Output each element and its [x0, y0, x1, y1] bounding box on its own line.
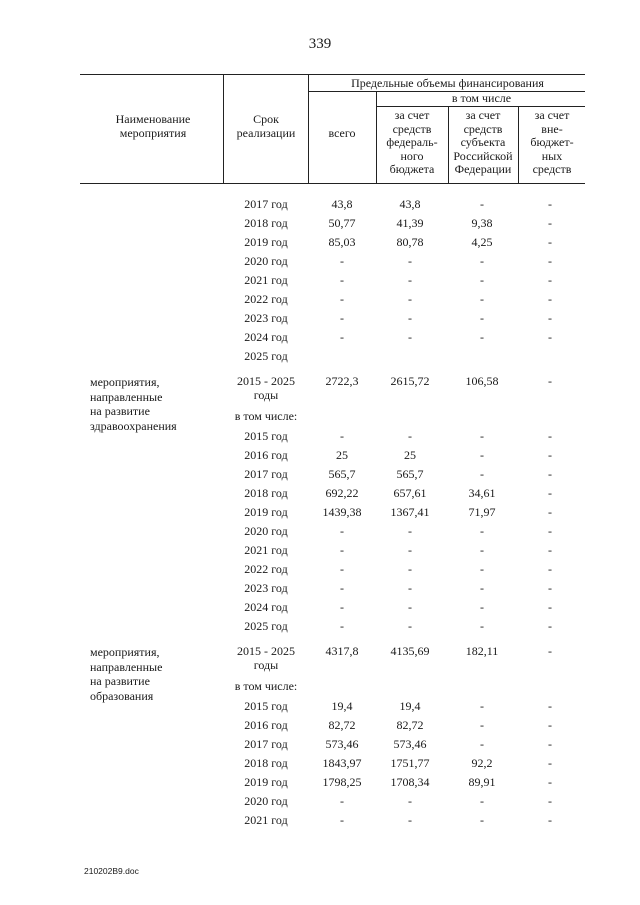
extrabudget-value: -: [548, 273, 552, 287]
measure-name-line: мероприятия,: [90, 375, 160, 389]
measure-name-line: здравоохранения: [90, 418, 177, 433]
total-value: 573,46: [325, 737, 359, 751]
header-regional-line: средств: [463, 121, 503, 136]
extrabudget-value: -: [548, 374, 552, 388]
extrabudget-value: -: [548, 197, 552, 211]
header-total: всего: [328, 126, 356, 140]
year-label: 2019 год: [244, 775, 288, 789]
extrabudget-value: -: [548, 813, 552, 827]
period-label: 2015 - 2025: [237, 644, 295, 658]
regional-value: -: [480, 429, 484, 443]
page-number: 339: [308, 36, 332, 52]
extrabudget-value: -: [548, 600, 552, 614]
federal-value: 1708,34: [390, 775, 430, 789]
regional-value: -: [480, 292, 484, 306]
regional-value: -: [480, 311, 484, 325]
extrabudget-value: -: [548, 216, 552, 230]
year-label: 2020 год: [244, 254, 288, 268]
total-value: -: [340, 562, 344, 576]
regional-value: -: [480, 562, 484, 576]
federal-value: 41,39: [396, 216, 424, 230]
federal-value: 25: [404, 448, 416, 462]
regional-value: 89,91: [468, 775, 496, 789]
federal-value: 82,72: [396, 718, 424, 732]
header-top-rule: [80, 74, 585, 75]
regional-value: 4,25: [471, 235, 493, 249]
federal-value: 43,8: [399, 197, 421, 211]
period-label-years: годы: [253, 388, 279, 402]
total-value: -: [340, 581, 344, 595]
total-value: 565,7: [328, 467, 356, 481]
extrabudget-value: -: [548, 292, 552, 306]
regional-value: -: [480, 330, 484, 344]
regional-value: -: [480, 273, 484, 287]
including-label: в том числе:: [234, 679, 298, 693]
total-value: 50,77: [328, 216, 356, 230]
year-label: 2015 год: [244, 429, 288, 443]
header-federal-line: ного: [400, 148, 424, 163]
total-value: 82,72: [328, 718, 356, 732]
header-name-line: мероприятия: [119, 125, 187, 140]
regional-value: 71,97: [468, 505, 496, 519]
year-label: 2018 год: [244, 756, 288, 770]
regional-value: -: [480, 813, 484, 827]
extrabudget-value: -: [548, 699, 552, 713]
extrabudget-value: -: [548, 794, 552, 808]
federal-value: 80,78: [396, 235, 424, 249]
federal-value: -: [408, 311, 412, 325]
extrabudget-value: -: [548, 562, 552, 576]
extrabudget-value: -: [548, 756, 552, 770]
total-value: 85,03: [328, 235, 356, 249]
measure-name: [90, 375, 177, 433]
federal-value: 657,61: [393, 486, 427, 500]
total-value: -: [340, 794, 344, 808]
period-label-years: годы: [253, 658, 279, 672]
extrabudget-value: -: [548, 486, 552, 500]
year-label: 2023 год: [244, 581, 288, 595]
year-label: 2021 год: [244, 273, 288, 287]
header-term-col: [226, 113, 306, 140]
regional-value: -: [480, 467, 484, 481]
header-extrabudget-line: ных: [541, 148, 563, 163]
year-label: 2017 год: [244, 467, 288, 481]
year-label: 2023 год: [244, 311, 288, 325]
federal-value: -: [408, 429, 412, 443]
header-bottom-rule: [80, 183, 585, 184]
federal-value: -: [408, 600, 412, 614]
regional-value: -: [480, 699, 484, 713]
total-value: 1843,97: [322, 756, 362, 770]
federal-value: 565,7: [396, 467, 424, 481]
extrabudget-value: -: [548, 467, 552, 481]
year-label: 2020 год: [244, 794, 288, 808]
federal-value: -: [408, 543, 412, 557]
total-value: 2722,3: [325, 374, 359, 388]
total-value: 19,4: [331, 699, 353, 713]
regional-value: -: [480, 581, 484, 595]
year-label: 2022 год: [244, 292, 288, 306]
year-label: 2018 год: [244, 216, 288, 230]
regional-value: 9,38: [471, 216, 493, 230]
federal-value: -: [408, 794, 412, 808]
header-extrabudget-line: за счет: [534, 108, 570, 122]
footer-file-code: 210202B9.doc: [84, 866, 139, 876]
federal-value: -: [408, 619, 412, 633]
including-label: в том числе:: [234, 409, 298, 423]
year-label: 2018 год: [244, 486, 288, 500]
header-regional-line: Федерации: [454, 162, 512, 176]
regional-value: 92,2: [471, 756, 493, 770]
period-label: 2015 - 2025: [237, 374, 295, 388]
measure-name: [90, 645, 162, 703]
year-label: 2025 год: [244, 349, 288, 363]
year-label: 2015 год: [244, 699, 288, 713]
total-value: 1798,25: [322, 775, 362, 789]
year-label: 2021 год: [244, 813, 288, 827]
total-value: -: [340, 813, 344, 827]
header-term-line: Срок: [253, 112, 279, 126]
regional-value: -: [480, 543, 484, 557]
measure-name-line: направленные: [90, 659, 163, 674]
total-value: 4317,8: [325, 644, 359, 658]
year-label: 2019 год: [244, 505, 288, 519]
measure-name-line: мероприятия,: [90, 645, 160, 659]
regional-value: -: [480, 600, 484, 614]
header-divider-4: [448, 106, 449, 184]
total-value: -: [340, 619, 344, 633]
header-limit-title: Предельные объемы финансирования: [351, 76, 544, 90]
total-value: 43,8: [331, 197, 353, 211]
header-extrabudget-line: средств: [532, 162, 572, 176]
year-label: 2017 год: [244, 197, 288, 211]
year-label: 2024 год: [244, 330, 288, 344]
measure-name-line: образования: [90, 688, 154, 703]
extrabudget-value: -: [548, 254, 552, 268]
extrabudget-value: -: [548, 505, 552, 519]
header-regional: [450, 109, 516, 177]
extrabudget-value: -: [548, 644, 552, 658]
header-federal: [378, 109, 446, 177]
extrabudget-value: -: [548, 448, 552, 462]
header-name-line: Наименование: [115, 112, 191, 126]
regional-value: -: [480, 794, 484, 808]
federal-value: -: [408, 581, 412, 595]
federal-value: -: [408, 292, 412, 306]
total-value: -: [340, 292, 344, 306]
year-label: 2016 год: [244, 448, 288, 462]
header-regional-line: Российской: [453, 148, 513, 163]
year-label: 2021 год: [244, 543, 288, 557]
federal-value: 19,4: [399, 699, 421, 713]
extrabudget-value: -: [548, 581, 552, 595]
extrabudget-value: -: [548, 718, 552, 732]
header-federal-line: средств: [392, 121, 432, 136]
header-rule-including: [376, 106, 585, 107]
header-regional-line: за счет: [465, 108, 501, 122]
regional-value: -: [480, 254, 484, 268]
total-value: 692,22: [325, 486, 359, 500]
year-label: 2017 год: [244, 737, 288, 751]
header-extrabudget: [520, 109, 584, 177]
header-extrabudget-line: вне-: [541, 121, 563, 136]
total-value: -: [340, 600, 344, 614]
extrabudget-value: -: [548, 524, 552, 538]
extrabudget-value: -: [548, 311, 552, 325]
extrabudget-value: -: [548, 429, 552, 443]
federal-value: 4135,69: [390, 644, 430, 658]
measure-name-line: на развитие: [90, 674, 150, 688]
header-federal-line: за счет: [394, 108, 430, 122]
federal-value: -: [408, 562, 412, 576]
header-including: в том числе: [451, 91, 512, 105]
total-value: -: [340, 429, 344, 443]
regional-value: -: [480, 197, 484, 211]
header-name-col: [90, 113, 216, 140]
year-label: 2025 год: [244, 619, 288, 633]
total-value: -: [340, 273, 344, 287]
header-federal-line: бюджета: [389, 162, 435, 176]
total-value: -: [340, 254, 344, 268]
extrabudget-value: -: [548, 619, 552, 633]
year-label: 2022 год: [244, 562, 288, 576]
federal-value: 2615,72: [390, 374, 430, 388]
total-value: -: [340, 330, 344, 344]
federal-value: 1367,41: [390, 505, 430, 519]
total-value: 25: [336, 448, 348, 462]
extrabudget-value: -: [548, 330, 552, 344]
measure-name-line: на развитие: [90, 404, 150, 418]
regional-value: -: [480, 718, 484, 732]
federal-value: 1751,77: [390, 756, 430, 770]
federal-value: -: [408, 273, 412, 287]
extrabudget-value: -: [548, 775, 552, 789]
total-value: -: [340, 311, 344, 325]
year-label: 2016 год: [244, 718, 288, 732]
extrabudget-value: -: [548, 737, 552, 751]
federal-value: -: [408, 330, 412, 344]
year-label: 2019 год: [244, 235, 288, 249]
federal-value: 573,46: [393, 737, 427, 751]
federal-value: -: [408, 524, 412, 538]
header-divider-5: [518, 106, 519, 184]
regional-value: 106,58: [465, 374, 499, 388]
header-divider-3: [376, 91, 377, 184]
header-term-line: реализации: [236, 125, 296, 140]
header-divider-1: [223, 74, 224, 184]
federal-value: -: [408, 813, 412, 827]
total-value: -: [340, 543, 344, 557]
year-label: 2020 год: [244, 524, 288, 538]
measure-name-line: направленные: [90, 389, 163, 404]
extrabudget-value: -: [548, 235, 552, 249]
header-regional-line: субъекта: [460, 135, 506, 149]
regional-value: -: [480, 448, 484, 462]
header-extrabudget-line: бюджет-: [530, 135, 574, 149]
regional-value: 34,61: [468, 486, 496, 500]
regional-value: -: [480, 737, 484, 751]
regional-value: -: [480, 619, 484, 633]
year-label: 2024 год: [244, 600, 288, 614]
regional-value: -: [480, 524, 484, 538]
header-federal-line: федераль-: [386, 135, 438, 149]
total-value: 1439,38: [322, 505, 362, 519]
total-value: -: [340, 524, 344, 538]
extrabudget-value: -: [548, 543, 552, 557]
regional-value: 182,11: [465, 644, 499, 658]
federal-value: -: [408, 254, 412, 268]
